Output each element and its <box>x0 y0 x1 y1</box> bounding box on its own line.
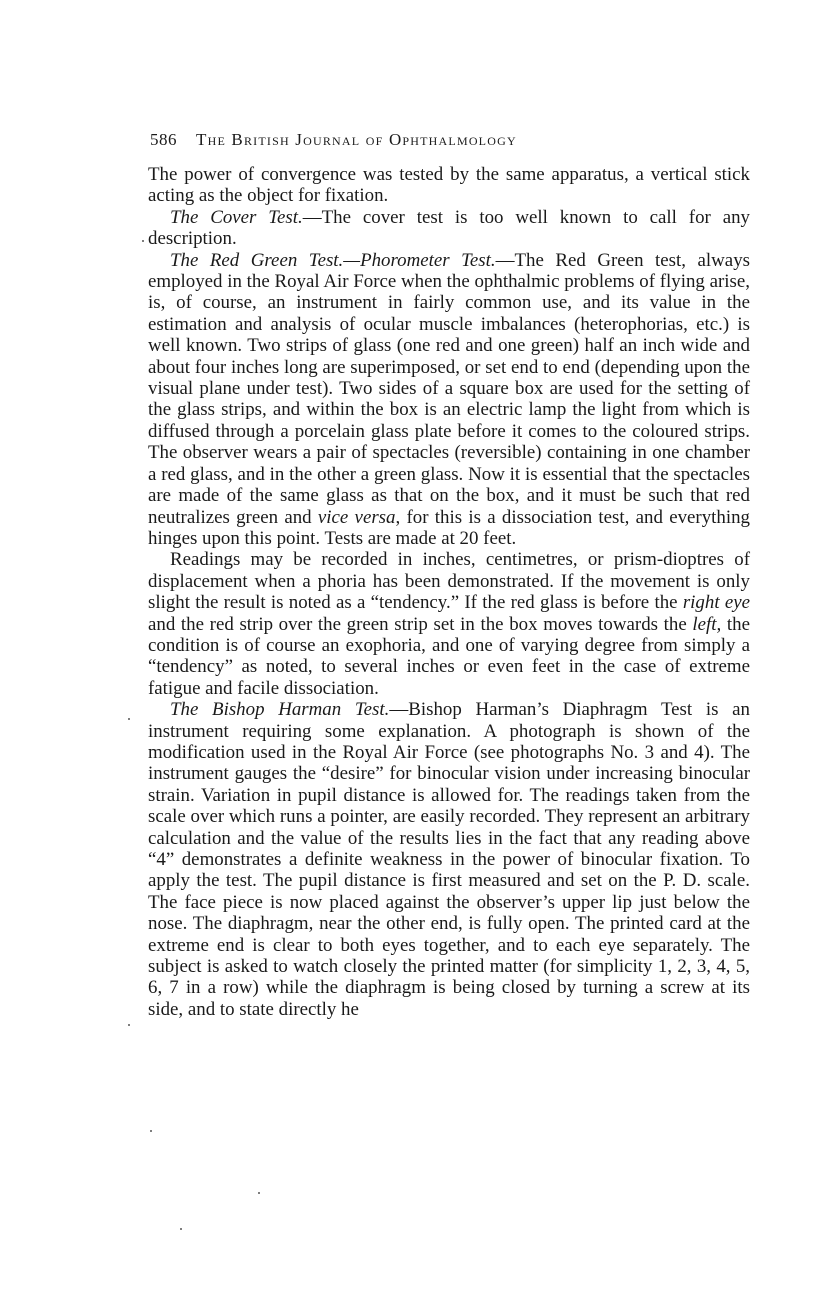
italic-text-run: The Red Green Test.—Phorometer Test. <box>170 249 496 271</box>
scan-speck <box>128 1024 130 1026</box>
italic-text-run: vice versa <box>317 506 396 528</box>
page-number: 586 <box>150 130 177 149</box>
italic-text-run: right eye <box>682 592 750 614</box>
text-run: The power of convergence was tested by the same apparatus, a vertical stick acting as the object for fixation. <box>148 164 750 207</box>
paragraph-convergence <box>148 164 750 207</box>
text-run: , for this is a dissociation test, and everything hinges upon this point. Tests are made at 20 feet. <box>148 506 750 549</box>
italic-text-run: The Cover Test. <box>170 206 303 228</box>
body-text <box>148 164 750 1020</box>
text-run: and the red strip over the green strip set in the box moves towards the <box>148 613 693 635</box>
text-run: Readings may be recorded in inches, centimetres, or prism-dioptres of displacement when a phoria has been demonstrated. If the movement is only slight the result is noted as a “tendency.” If the red glass is before the <box>148 549 750 614</box>
text-run: —The cover test is too well known to call for any description. <box>148 206 750 250</box>
paragraph-readings <box>148 549 750 699</box>
paragraph-red-green-test <box>148 250 750 550</box>
paragraph-cover-test <box>148 207 750 250</box>
italic-text-run: left, <box>692 613 722 635</box>
italic-text-run: The Bishop Harman Test. <box>170 699 390 721</box>
text-run: —Bishop Harman’s Diaphragm Test is an instrument requiring some explanation. A photograph is shown of the modification used in the Royal Air Force (see photographs No. 3 and 4). The instrument gauges the “desire” for binocular vision under increasing binocular strain. Variation in pupil distance is allowed for. The readings taken from the scale over which runs a pointer, are easily recorded. They represent an arbitrary calculation and the value of the results lies in the fact that any reading above “4” demonstrates a definite weakness in the power of binocular fixation. To apply the test. The pupil distance is first measured and set on the P. D. scale. The face piece is now placed against the observer’s upper lip just below the nose. The diaphragm, near the other end, is fully open. The printed card at the extreme end is clear to both eyes together, and to each eye separately. The subject is asked to watch closely the printed matter (for simplicity 1, 2, 3, 4, 5, 6, 7 in a row) while the diaphragm is being closed by turning a screw at its side, and to state directly he <box>148 699 750 1020</box>
page-header <box>150 130 750 154</box>
scan-speck <box>150 1130 152 1132</box>
scan-speck <box>128 718 130 720</box>
running-title: The British Journal of Ophthalmology <box>196 130 517 149</box>
scan-speck <box>142 240 144 242</box>
text-run: —The Red Green test, always employed in the Royal Air Force when the ophthalmic problems of flying arise, is, of course, an instrument in fairly common use, and its value in the estimation and analysis of ocular muscle imbalances (heterophorias, etc.) is well known. Two strips of glass (one red and one green) half an inch wide and about four inches long are superimposed, or set end to end (depending upon the visual plane under test). Two sides of a square box are used for the setting of the glass strips, and within the box is an electric lamp the light from which is diffused through a porcelain glass plate before it comes to the coloured strips. The observer wears a pair of spectacles (reversible) containing in one chamber a red glass, and in the other a green glass. Now it is essential that the spectacles are made of the same glass as that on the box, and it must be such that red neutralizes green and <box>148 249 750 528</box>
scan-speck <box>180 1228 182 1230</box>
scan-speck <box>258 1192 260 1194</box>
paragraph-bishop-harman-test <box>148 699 750 1020</box>
text-run: the condition is of course an exophoria, and one of varying degree from simply a “tendency” as noted, to several inches or even feet in the case of extreme fatigue and facile dissociation. <box>148 613 750 699</box>
